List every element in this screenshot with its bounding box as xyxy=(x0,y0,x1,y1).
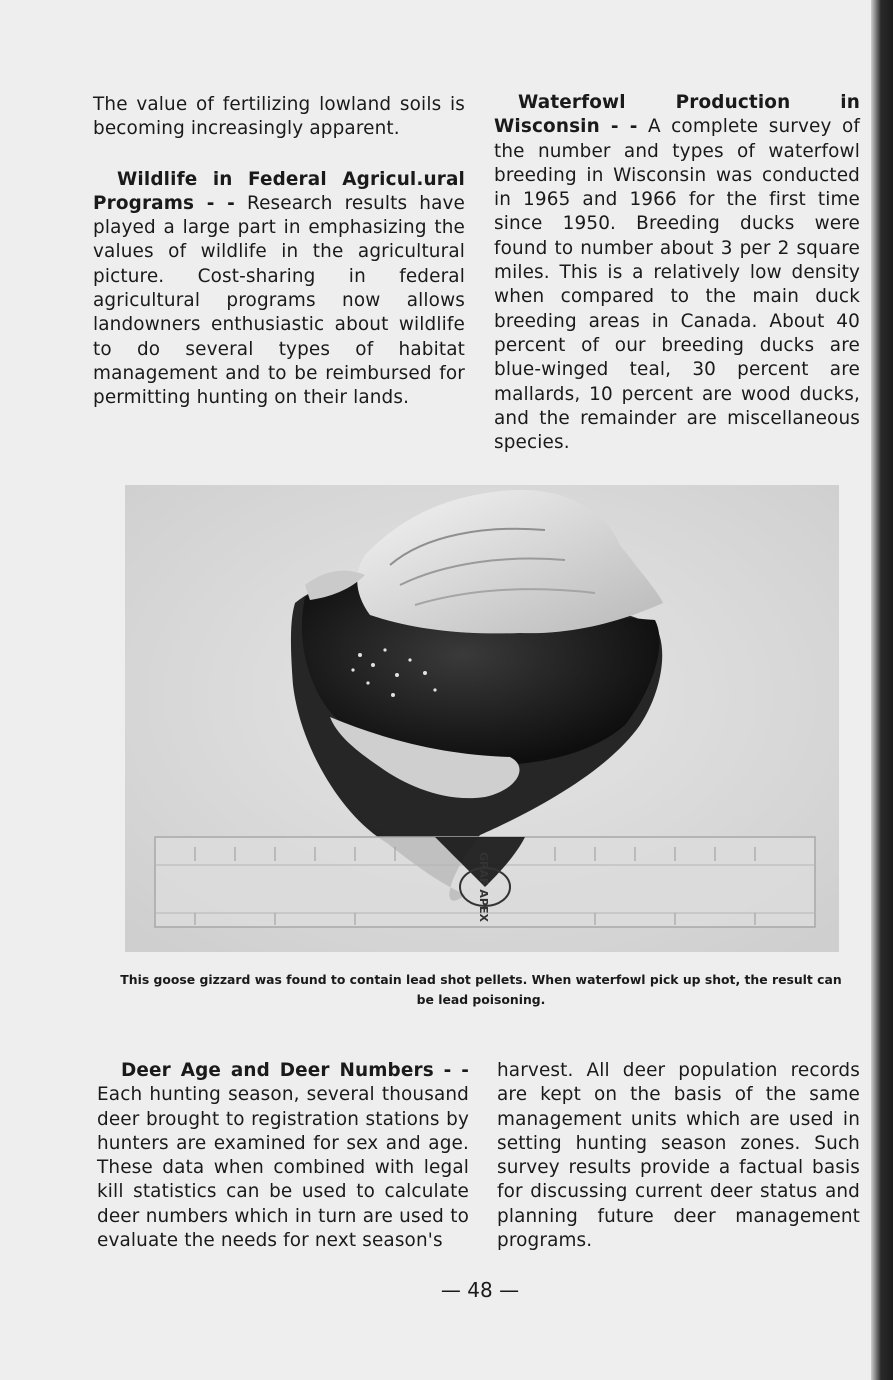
deer-section xyxy=(97,1059,469,1253)
waterfowl-body: A complete survey of the number and types of waterfowl breeding in Wisconsin was conducted in 1965 and 1966 for the first time since 1950. Breeding ducks were found to number about 3 per 2 square miles. This is a relatively low density when compared to the main duck breeding areas in Canada. About 40 percent of our breeding ducks are blue-winged teal, 30 percent are mallards, 10 percent are wood ducks, and the remainder are miscellaneous species. xyxy=(494,116,861,454)
left-column-bottom xyxy=(97,1059,469,1253)
photo-caption: This goose gizzard was found to contain lead shot pellets. When waterfowl pick up shot, the result can be lead poisoning. xyxy=(120,972,842,1007)
wildlife-body: Research results have played a large part in emphasizing the values of wildlife in the agricultural picture. Cost-sharing in federal agricultural programs now allows landowners enthusiastic about wildlife to do several types of habitat management and to be reimbursed for permitting hunting on their lands. xyxy=(93,192,465,409)
intro-paragraph: The value of fertilizing lowland soils is becoming increasingly apparent. xyxy=(93,94,465,140)
page-binding-edge xyxy=(871,0,893,1380)
waterfowl-heading: Waterfowl Production in Wisconsin - - xyxy=(494,92,860,138)
goose-gizzard-photo xyxy=(125,485,839,952)
deer-heading: Deer Age and Deer Numbers - - xyxy=(121,1060,469,1081)
deer-continuation: harvest. All deer population records are kept on the basis of the same management units which are used in setting hunting season zones. Such survey results provide a factual basis for discussing current deer status and planning future deer management programs. xyxy=(497,1060,860,1252)
page-number: — 48 — xyxy=(440,1278,520,1302)
right-column-bottom xyxy=(497,1059,860,1253)
deer-body: Each hunting season, several thousand deer brought to registration stations by hunters are examined for sex and age. These data when combined with legal kill statistics can be used to calculate deer numbers which in turn are used to evaluate the needs for next season's xyxy=(97,1084,469,1252)
right-column-top xyxy=(494,91,860,455)
wildlife-heading: Wildlife in Federal Agricul.ural Programs - - xyxy=(93,168,465,214)
wildlife-section xyxy=(93,168,465,411)
ruler-stamp: GRAF APEX xyxy=(477,852,490,922)
waterfowl-section xyxy=(494,91,860,455)
left-column-top xyxy=(93,93,465,411)
